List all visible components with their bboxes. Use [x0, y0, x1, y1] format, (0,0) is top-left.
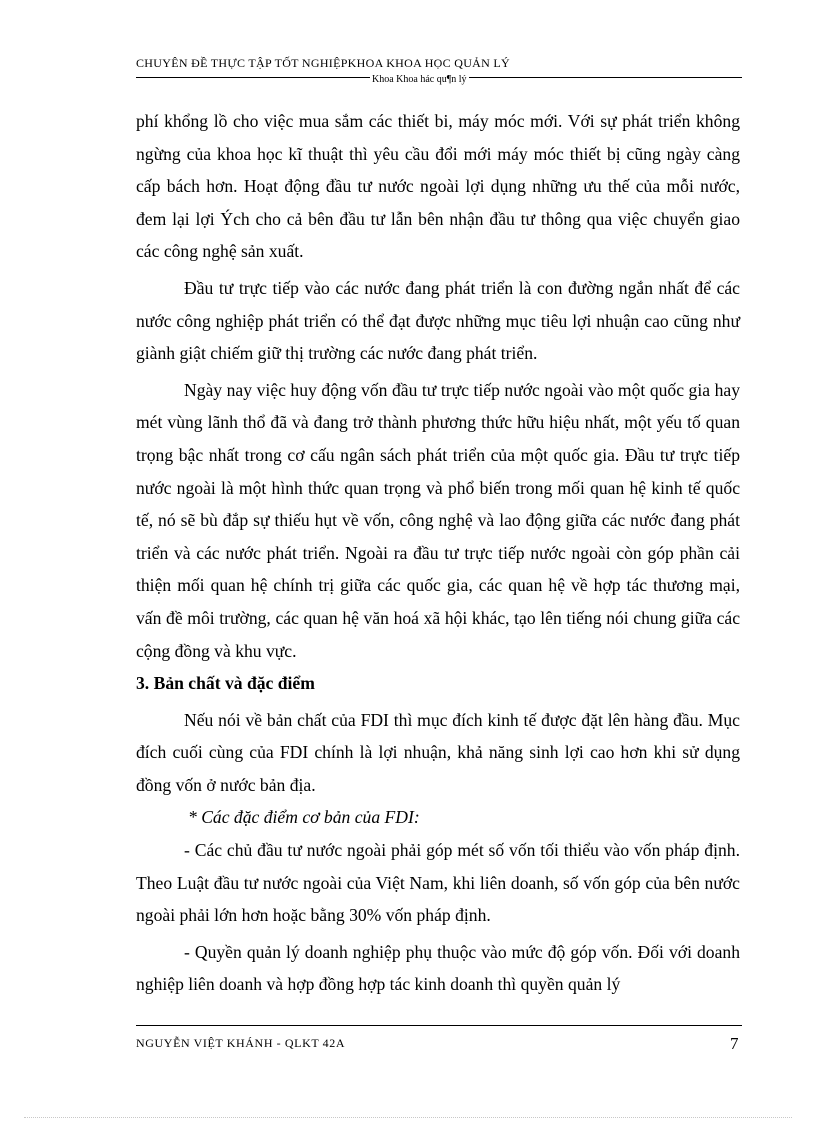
header-title: CHUYÊN ĐỀ THỰC TẬP TỐT NGHIỆPKHOA KHOA HỌC QUẢN LÝ	[136, 56, 510, 70]
header-subtitle: Khoa Khoa hác qu¶n lý	[372, 74, 467, 85]
page-number: 7	[730, 1034, 739, 1053]
page-edge-divider	[24, 1117, 792, 1118]
paragraph-1: phí khổng lồ cho việc mua sắm các thiết bi, máy móc mới. Với sự phát triển không ngừng của khoa học kĩ thuật thì yêu cầu đổi mới máy móc thiết bị cũng ngày càng cấp bách hơn. Hoạt động đầu tư nước ngoài lợi dụng những ưu thế của mỗi nước, đem lại lợi Ých cho cả bên đầu tư lẫn bên nhận đầu tư thông qua việc chuyển giao các công nghệ sản xuất.	[136, 111, 740, 262]
footer-author: NGUYỄN VIỆT KHÁNH - QLKT 42A	[136, 1036, 346, 1050]
paragraph-2: Đầu tư trực tiếp vào các nước đang phát triển là con đường ngắn nhất để các nước công nghiệp phát triển có thể đạt được những mục tiêu lợi nhuận cao cũng như giành giật chiếm giữ thị trường các nước đang phát triển.	[136, 277, 740, 364]
paragraph-3: Ngày nay việc huy động vốn đầu tư trực tiếp nước ngoài vào một quốc gia hay mét vùng lãnh thổ đã và đang trở thành phương thức hữu hiệu nhất, một yếu tố quan trọng bậc nhất trong cơ cấu ngân sách phát triển của một quốc gia. Đầu tư trực tiếp nước ngoài là một hình thức quan trọng và phổ biến trong mối quan hệ kinh tế quốc tế, nó sẽ bù đắp sự thiếu hụt về vốn, công nghệ và lao động giữa các nước đang phát triển và các nước phát triển. Ngoài ra đầu tư trực tiếp nước ngoài còn góp phần cải thiện mối quan hệ chính trị giữa các quốc gia, các quan hệ về hợp tác thương mại, vấn đề môi trường, các quan hệ văn hoá xã hội khác, tạo lên tiếng nói chung giữa các cộng đồng và khu vực.	[136, 379, 740, 661]
footer-divider	[136, 1025, 742, 1026]
document-body	[136, 105, 740, 1001]
paragraph-6: - Các chủ đầu tư nước ngoài phải góp mét số vốn tối thiểu vào vốn pháp định. Theo Luật đầu tư nước ngoài của Việt Nam, khi liên doanh, số vốn góp của bên nước ngoài phải lớn hơn hoặc bằng 30% vốn pháp định.	[136, 840, 740, 926]
paragraph-4: Nếu nói về bản chất của FDI thì mục đích kinh tế được đặt lên hàng đầu. Mục đích cuối cùng của FDI chính là lợi nhuận, khả năng sinh lợi cao hơn khi sử dụng đồng vốn ở nước bản địa.	[136, 709, 740, 795]
paragraph-5-italic: * Các đặc điểm cơ bản của FDI:	[188, 807, 420, 828]
paragraph-7: - Quyền quản lý doanh nghiệp phụ thuộc vào mức độ góp vốn. Đối với doanh nghiệp liên doanh và hợp đồng hợp tác kinh doanh thì quyền quản lý	[136, 941, 740, 995]
section-heading: 3. Bản chất và đặc điểm	[136, 673, 315, 694]
